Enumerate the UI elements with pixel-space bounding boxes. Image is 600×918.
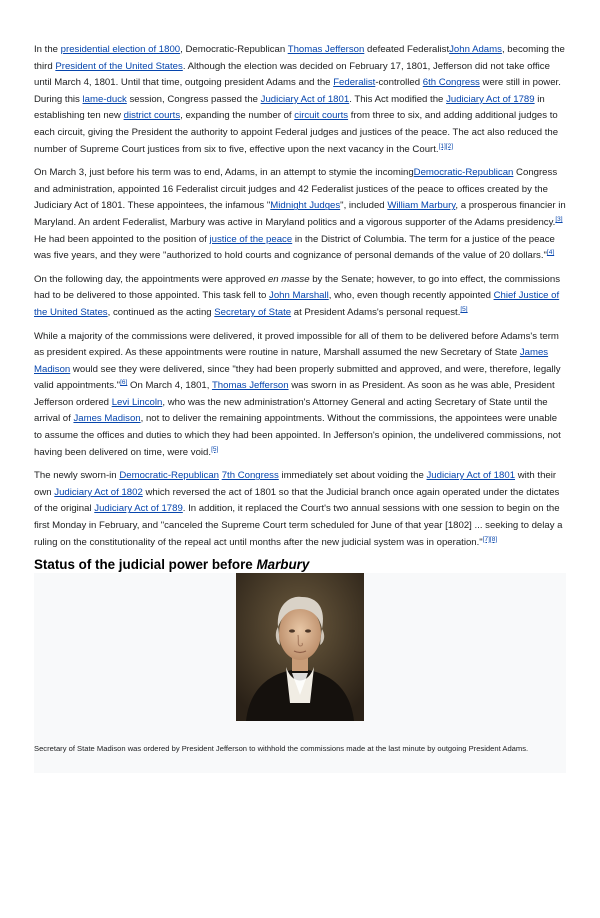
text: . In addition, it replaced the Court's two annual sessions with one session to begin on the first Monday in February, and "canceled the Supreme Court term scheduled for June of that year [1802] ... seeking to delay a ruling on the constitutionality of the repeal act until months after the new judicial system was in operation.": [34, 503, 563, 548]
text: On the following day, the appointments were approved: [34, 273, 268, 285]
text: would see they were delivered, since "they had been properly submitted and approved, and were, therefore, legally valid appointments.": [34, 363, 561, 392]
text: from three to six, and adding additional judges to each circuit, giving the President the authority to appoint Federal judges and justices of the peace. The act also reduced the number of Supreme Court justices from six to five, effective upon the next vacancy in the Court.: [34, 110, 559, 155]
text: ", included: [340, 200, 388, 212]
paragraph-election-1800: [34, 42, 566, 158]
link-levi-lincoln[interactable]: Levi Lincoln: [111, 396, 163, 408]
citation-link[interactable]: [5]: [211, 445, 219, 453]
link-judiciary-act-1789[interactable]: Judiciary Act of 1789: [94, 503, 183, 515]
figure-caption: Secretary of State Madison was ordered by President Jefferson to withhold the commissions made at the last minute by outgoing President Adams.: [34, 744, 529, 754]
citation-link[interactable]: [1][2]: [438, 142, 454, 150]
text: in the District of Columbia. The term for a justice of the peace was five years, and they were "authorized to hold courts and cognizance of personal demands of the value of 20 dollars.": [34, 233, 555, 262]
citation-link[interactable]: [3]: [555, 215, 563, 223]
paragraph-commissions: [34, 329, 566, 462]
link-7th-congress[interactable]: 7th Congress: [221, 470, 279, 482]
link-justice-of-the-peace[interactable]: justice of the peace: [209, 233, 293, 245]
link-district-courts[interactable]: district courts: [123, 110, 181, 122]
link-thomas-jefferson[interactable]: Thomas Jefferson: [211, 380, 289, 392]
link-judiciary-act-1801[interactable]: Judiciary Act of 1801: [426, 470, 516, 482]
heading-emphasis: Marbury: [256, 557, 310, 573]
link-democratic-republican[interactable]: Democratic-Republican: [119, 470, 220, 482]
link-thomas-jefferson[interactable]: Thomas Jefferson: [287, 44, 365, 55]
text: defeated Federalist: [364, 44, 450, 55]
link-midnight-judges[interactable]: Midnight Judges: [270, 200, 341, 212]
text: , expanding the number of: [180, 110, 295, 122]
text: While a majority of the commissions were delivered, it proved impossible for all of them to be delivered before Adams's term as president expired. As these appointments were routine in nature, Marshall assumed the new Secretary of State: [34, 330, 559, 359]
citation-link[interactable]: [7][8]: [482, 535, 498, 543]
text: , continued as the acting: [107, 306, 215, 318]
madison-portrait-image[interactable]: [236, 573, 364, 721]
citation-link[interactable]: [4]: [546, 249, 555, 257]
text: . Although the election was decided on February 17, 1801, Jefferson did not take office until March 4, 1801. Until that time, outgoing president Adams and the: [34, 60, 550, 89]
paragraph-7th-congress: [34, 468, 566, 551]
paragraph-senate-approval: [34, 272, 566, 322]
text: , Democratic-Republican: [180, 44, 288, 55]
text: were still in power. During this: [34, 77, 561, 105]
text: immediately set about voiding the: [278, 470, 427, 482]
link-chief-justice[interactable]: Chief Justice of the United States: [34, 290, 560, 318]
link-james-madison[interactable]: James Madison: [34, 347, 549, 375]
link-john-adams[interactable]: John Adams: [449, 44, 502, 55]
link-presidential-election-1800[interactable]: presidential election of 1800: [60, 44, 181, 55]
text: He had been appointed to the position of: [34, 233, 210, 245]
link-john-marshall[interactable]: John Marshall: [269, 290, 329, 302]
text: . This Act modified the: [349, 93, 447, 105]
text: On March 4, 1801,: [127, 380, 212, 392]
text: session, Congress passed the: [126, 93, 261, 105]
link-judiciary-act-1789[interactable]: Judiciary Act of 1789: [446, 93, 535, 105]
portrait-illustration: [236, 573, 364, 721]
text: with their own: [34, 470, 557, 498]
text: , not to deliver the remaining appointments. Without the commissions, the appointees were unable to assume the offices and duties to which they had been appointed. In Jefferson's opinion, the undelivered commissions, not having been delivered on time, were void.: [34, 413, 561, 458]
text: Congress and administration, appointed 16 Federalist circuit judges and 42 Federalist justices of the peace to offices created by the Judiciary Act of 1801. These appointees, the infamous ": [34, 167, 558, 212]
citation-link[interactable]: [6]: [120, 379, 128, 387]
text: , a prosperous financier in Maryland. An ardent Federalist, Marbury was active in Maryland politics and a vigorous supporter of the Adams presidency.: [34, 200, 566, 228]
text: On March 3, just before his term was to end, Adams, in an attempt to stymie the incoming: [34, 167, 414, 179]
text: In the: [34, 44, 61, 55]
link-6th-congress[interactable]: 6th Congress: [422, 77, 480, 89]
text: The newly sworn-in: [34, 470, 120, 482]
link-judiciary-act-1801[interactable]: Judiciary Act of 1801: [260, 93, 350, 105]
section-heading: [34, 556, 566, 573]
text: , who was the new administration's Attorney General and acting Secretary of State until the arrival of: [34, 396, 548, 425]
text: , who, even though recently appointed: [328, 290, 494, 302]
text: at President Adams's personal request.: [291, 306, 461, 318]
text: in establishing ten new: [34, 93, 545, 122]
paragraph-midnight-judges: [34, 165, 566, 265]
link-democratic-republican[interactable]: Democratic-Republican: [413, 167, 514, 179]
figure-madison: [34, 573, 566, 773]
link-federalist[interactable]: Federalist: [333, 77, 376, 89]
link-president-us[interactable]: President of the United States: [55, 60, 183, 72]
link-judiciary-act-1802[interactable]: Judiciary Act of 1802: [54, 486, 143, 498]
link-william-marbury[interactable]: William Marbury: [387, 200, 456, 212]
emphasis: en masse: [267, 273, 310, 285]
text: , becoming the third: [34, 44, 565, 72]
citation-link[interactable]: [5]: [460, 305, 468, 313]
heading-text: Status of the judicial power before: [34, 557, 257, 573]
link-james-madison[interactable]: James Madison: [73, 413, 141, 425]
text: which reversed the act of 1801 so that the Judicial branch once again operated under the dictates of the original: [34, 486, 560, 515]
text: by the Senate; however, to go into effect, the commissions had to be delivered to those appointed. This task fell to: [34, 273, 561, 302]
text: -controlled: [375, 77, 423, 89]
link-circuit-courts[interactable]: circuit courts: [294, 110, 349, 122]
link-secretary-of-state[interactable]: Secretary of State: [214, 306, 292, 318]
article-body: [34, 42, 566, 773]
link-lame-duck[interactable]: lame-duck: [82, 93, 127, 105]
text: was sworn in as President. As soon as he was able, President Jefferson ordered: [34, 380, 555, 408]
